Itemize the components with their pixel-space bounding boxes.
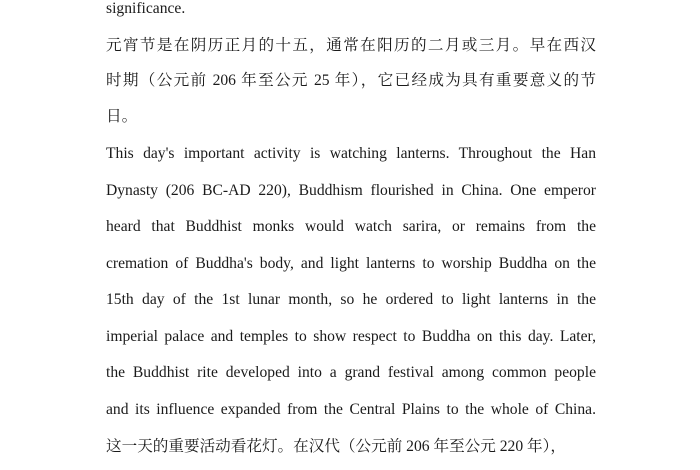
paragraph-line: Dynasty (206 BC-AD 220), Buddhism flourished in China. One emperor xyxy=(106,182,596,199)
paragraph-line: This day's important activity is watching lanterns. Throughout the Han xyxy=(106,145,596,162)
paragraph-line: cremation of Buddha's body, and light lanterns to worship Buddha on the xyxy=(106,255,596,272)
paragraph-line: imperial palace and temples to show respect to Buddha on this day. Later, xyxy=(106,328,596,345)
paragraph-line: 日。 xyxy=(106,108,138,125)
paragraph-line: significance. xyxy=(106,0,186,17)
paragraph-line: and its influence expanded from the Central Plains to the whole of China. xyxy=(106,401,596,418)
paragraph-line: the Buddhist rite developed into a grand festival among common people xyxy=(106,364,596,381)
paragraph-line: 这一天的重要活动看花灯。在汉代（公元前 206 年至公元 220 年）， xyxy=(106,438,567,455)
paragraph-line: heard that Buddhist monks would watch sarira, or remains from the xyxy=(106,218,596,235)
paragraph-line: 元宵节是在阴历正月的十五，通常在阳历的二月或三月。早在西汉 xyxy=(106,37,596,54)
paragraph-line: 时期（公元前 206 年至公元 25 年），它已经成为具有重要意义的节 xyxy=(106,72,596,89)
paragraph-line: 15th day of the 1st lunar month, so he ordered to light lanterns in the xyxy=(106,291,596,308)
